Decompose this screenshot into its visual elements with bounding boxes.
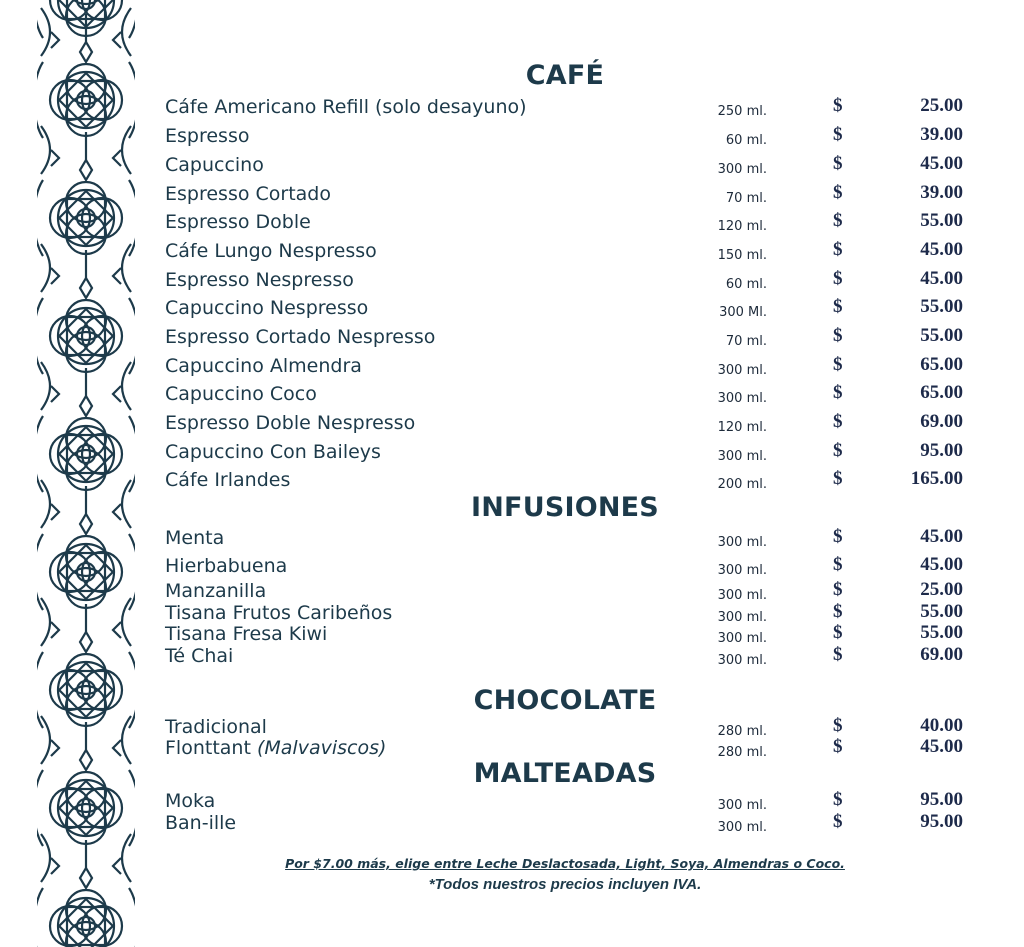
menu-item [165, 326, 965, 350]
item-price: 65.00 [920, 354, 963, 375]
item-name: Menta [165, 527, 225, 549]
item-price: 45.00 [920, 153, 963, 174]
item-name: Manzanilla [165, 580, 267, 602]
item-volume: 250 ml. [717, 104, 767, 119]
item-name: Tisana Frutos Caribeños [165, 602, 393, 624]
item-volume: 300 ml. [717, 563, 767, 578]
menu-item [165, 555, 965, 579]
menu-item [165, 623, 965, 647]
menu-item [165, 441, 965, 465]
item-price: 45.00 [920, 268, 963, 289]
item-volume: 70 ml. [725, 191, 767, 206]
item-name: Flonttant [165, 737, 251, 759]
item-name: Capuccino Nespresso [165, 297, 369, 319]
item-currency: $ [833, 554, 843, 575]
item-volume: 300 ml. [717, 653, 767, 668]
item-volume: 280 ml. [717, 745, 767, 760]
item-price: 95.00 [920, 789, 963, 810]
item-price: 39.00 [920, 182, 963, 203]
item-currency: $ [833, 124, 843, 145]
menu-item [165, 527, 965, 551]
item-name: Espresso [165, 125, 250, 147]
item-price: 55.00 [920, 296, 963, 317]
item-volume: 70 ml. [725, 334, 767, 349]
item-currency: $ [833, 153, 843, 174]
item-currency: $ [833, 789, 843, 810]
item-volume: 200 ml. [717, 477, 767, 492]
menu-item [165, 183, 965, 207]
item-currency: $ [833, 644, 843, 665]
item-volume: 300 ml. [717, 588, 767, 603]
menu-item [165, 469, 965, 493]
item-name: Espresso Nespresso [165, 269, 354, 291]
item-volume: 300 Ml. [719, 305, 767, 320]
item-price: 25.00 [920, 95, 963, 116]
item-volume: 300 ml. [717, 820, 767, 835]
item-price: 55.00 [920, 622, 963, 643]
item-volume: 280 ml. [717, 724, 767, 739]
item-name: Tradicional [165, 716, 267, 738]
item-price: 40.00 [920, 715, 963, 736]
item-currency: $ [833, 715, 843, 736]
item-price: 95.00 [920, 811, 963, 832]
item-name: Espresso Doble [165, 211, 311, 233]
menu-item [165, 383, 965, 407]
item-currency: $ [833, 526, 843, 547]
item-name: Cáfe Irlandes [165, 469, 291, 491]
menu-item [165, 645, 965, 669]
item-volume: 300 ml. [717, 631, 767, 646]
item-volume: 300 ml. [717, 363, 767, 378]
menu-item [165, 297, 965, 321]
menu-item [165, 154, 965, 178]
menu-item [165, 580, 965, 604]
menu-item [165, 269, 965, 293]
item-volume: 300 ml. [717, 391, 767, 406]
item-volume: 150 ml. [717, 248, 767, 263]
section-title-malteadas: MALTEADAS [473, 758, 657, 789]
item-name: Espresso Cortado [165, 183, 331, 205]
item-currency: $ [833, 579, 843, 600]
item-name: Té Chai [165, 645, 234, 667]
item-price: 95.00 [920, 440, 963, 461]
section-title-infusiones: INFUSIONES [471, 492, 659, 523]
item-price: 39.00 [920, 124, 963, 145]
item-name: Capuccino Almendra [165, 355, 362, 377]
item-volume: 60 ml. [725, 133, 767, 148]
item-price: 69.00 [920, 411, 963, 432]
item-price: 45.00 [920, 736, 963, 757]
item-volume: 60 ml. [725, 277, 767, 292]
footer-offer-note: Por $7.00 más, elige entre Leche Deslactosada, Light, Soya, Almendras o Coco. [285, 856, 845, 871]
menu-item [165, 790, 965, 814]
item-name: Cáfe Lungo Nespresso [165, 240, 377, 262]
item-price: 55.00 [920, 210, 963, 231]
item-volume: 300 ml. [717, 798, 767, 813]
item-name: Hierbabuena [165, 555, 288, 577]
menu-item [165, 125, 965, 149]
menu-item [165, 240, 965, 264]
item-price: 69.00 [920, 644, 963, 665]
menu-item [165, 355, 965, 379]
item-name: Ban-ille [165, 812, 237, 834]
item-volume: 120 ml. [717, 420, 767, 435]
menu-item [165, 211, 965, 235]
item-name: Tisana Fresa Kiwi [165, 623, 328, 645]
item-currency: $ [833, 325, 843, 346]
item-currency: $ [833, 239, 843, 260]
item-volume: 300 ml. [717, 535, 767, 550]
item-currency: $ [833, 296, 843, 317]
item-name: Capuccino [165, 154, 264, 176]
item-volume: 300 ml. [717, 162, 767, 177]
item-volume: 120 ml. [717, 219, 767, 234]
item-currency: $ [833, 622, 843, 643]
footer-iva-note: *Todos nuestros precios incluyen IVA. [428, 876, 702, 893]
item-price: 25.00 [920, 579, 963, 600]
item-volume: 300 ml. [717, 610, 767, 625]
menu-item [165, 412, 965, 436]
item-note: (Malvaviscos) [256, 737, 387, 759]
item-name: Capuccino Coco [165, 383, 317, 405]
item-currency: $ [833, 210, 843, 231]
item-price: 45.00 [920, 239, 963, 260]
item-currency: $ [833, 354, 843, 375]
item-currency: $ [833, 268, 843, 289]
item-price: 45.00 [920, 526, 963, 547]
item-currency: $ [833, 601, 843, 622]
section-title-cafe: CAFÉ [525, 60, 605, 91]
menu-item [165, 96, 965, 120]
item-name: Espresso Cortado Nespresso [165, 326, 436, 348]
item-currency: $ [833, 736, 843, 757]
item-name-wrap [165, 737, 386, 759]
item-currency: $ [833, 411, 843, 432]
item-price: 55.00 [920, 325, 963, 346]
item-currency: $ [833, 440, 843, 461]
item-currency: $ [833, 95, 843, 116]
item-volume: 300 ml. [717, 449, 767, 464]
item-currency: $ [833, 382, 843, 403]
item-currency: $ [833, 811, 843, 832]
item-name: Espresso Doble Nespresso [165, 412, 416, 434]
item-price: 165.00 [910, 468, 963, 489]
item-name: Cáfe Americano Refill (solo desayuno) [165, 96, 527, 118]
menu-item [165, 812, 965, 836]
item-name: Moka [165, 790, 216, 812]
item-price: 55.00 [920, 601, 963, 622]
item-currency: $ [833, 182, 843, 203]
ornament-pattern [37, 0, 135, 947]
item-currency: $ [833, 468, 843, 489]
section-title-chocolate: CHOCOLATE [473, 685, 657, 716]
decorative-border [37, 0, 135, 947]
item-price: 45.00 [920, 554, 963, 575]
item-price: 65.00 [920, 382, 963, 403]
item-name: Capuccino Con Baileys [165, 441, 381, 463]
